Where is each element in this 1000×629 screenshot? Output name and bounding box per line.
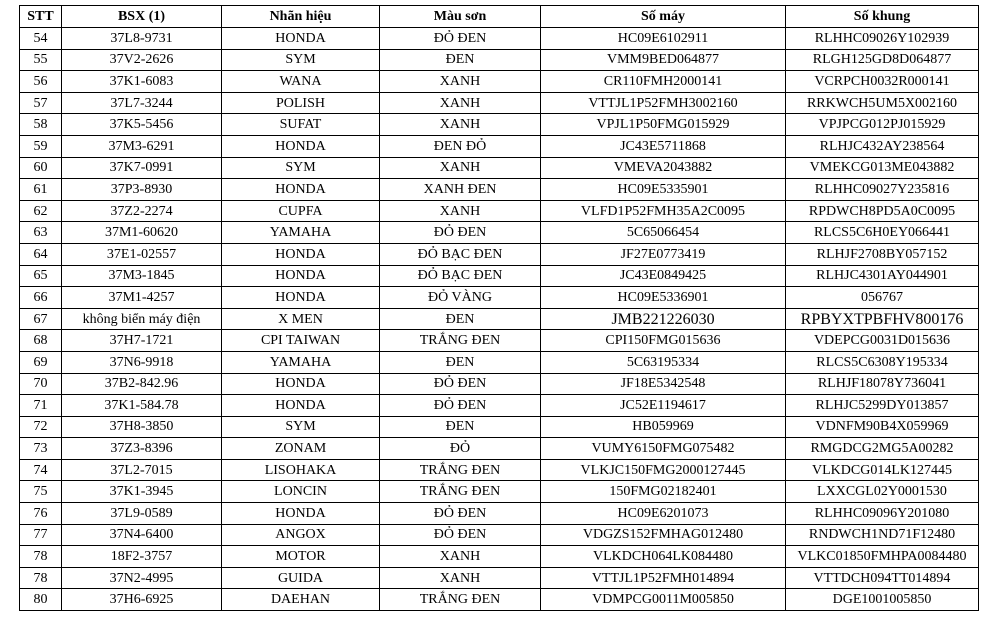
cell-engine-number: JC43E5711868 (541, 135, 786, 157)
cell-color: ĐỎ ĐEN (380, 503, 541, 525)
cell-plate: không biển máy điện (62, 308, 222, 330)
cell-plate: 37M3-1845 (62, 265, 222, 287)
cell-brand: YAMAHA (222, 222, 380, 244)
table-row (20, 351, 979, 373)
cell-frame-number: VCRPCH0032R000141 (786, 71, 979, 93)
cell-engine-number: HC09E5336901 (541, 287, 786, 309)
cell-frame-number: 056767 (786, 287, 979, 309)
header-stt: STT (20, 6, 62, 28)
cell-brand: HONDA (222, 503, 380, 525)
cell-plate: 37H8-3850 (62, 416, 222, 438)
cell-stt: 68 (20, 330, 62, 352)
cell-engine-number: CPI150FMG015636 (541, 330, 786, 352)
cell-brand: GUIDA (222, 567, 380, 589)
table-row (20, 71, 979, 93)
cell-engine-number: HB059969 (541, 416, 786, 438)
cell-engine-number: VDGZS152FMHAG012480 (541, 524, 786, 546)
cell-brand: POLISH (222, 92, 380, 114)
table-row (20, 135, 979, 157)
table-row (20, 287, 979, 309)
cell-plate: 37B2-842.96 (62, 373, 222, 395)
cell-frame-number: VMEKCG013ME043882 (786, 157, 979, 179)
cell-engine-number: CR110FMH2000141 (541, 71, 786, 93)
cell-frame-number: RLHJC432AY238564 (786, 135, 979, 157)
cell-stt: 71 (20, 395, 62, 417)
cell-plate: 37H7-1721 (62, 330, 222, 352)
cell-stt: 62 (20, 200, 62, 222)
table-row (20, 373, 979, 395)
cell-plate: 37K7-0991 (62, 157, 222, 179)
cell-frame-number: RRKWCH5UM5X002160 (786, 92, 979, 114)
cell-stt: 57 (20, 92, 62, 114)
cell-plate: 37H6-6925 (62, 589, 222, 611)
cell-brand: CUPFA (222, 200, 380, 222)
cell-plate: 37M3-6291 (62, 135, 222, 157)
cell-color: XANH (380, 157, 541, 179)
cell-brand: HONDA (222, 287, 380, 309)
cell-color: TRẮNG ĐEN (380, 481, 541, 503)
cell-engine-number: HC09E6201073 (541, 503, 786, 525)
cell-engine-number: VDMPCG0011M005850 (541, 589, 786, 611)
cell-stt: 70 (20, 373, 62, 395)
cell-plate: 18F2-3757 (62, 546, 222, 568)
cell-engine-number: VTTJL1P52FMH3002160 (541, 92, 786, 114)
header-brand: Nhãn hiệu (222, 6, 380, 28)
cell-engine-number: JC43E0849425 (541, 265, 786, 287)
cell-stt: 75 (20, 481, 62, 503)
cell-color: ĐEN (380, 308, 541, 330)
table-row (20, 503, 979, 525)
cell-frame-number: VDNFM90B4X059969 (786, 416, 979, 438)
cell-frame-number: RLHJF2708BY057152 (786, 243, 979, 265)
cell-engine-number: 5C65066454 (541, 222, 786, 244)
cell-plate: 37N4-6400 (62, 524, 222, 546)
table-row (20, 459, 979, 481)
cell-brand: SYM (222, 157, 380, 179)
cell-color: ĐỎ BẠC ĐEN (380, 265, 541, 287)
cell-plate: 37K1-584.78 (62, 395, 222, 417)
cell-stt: 73 (20, 438, 62, 460)
cell-stt: 56 (20, 71, 62, 93)
cell-color: XANH (380, 546, 541, 568)
vehicle-table (19, 5, 979, 611)
cell-engine-number: JF27E0773419 (541, 243, 786, 265)
cell-color: XANH ĐEN (380, 179, 541, 201)
cell-brand: LISOHAKA (222, 459, 380, 481)
cell-brand: HONDA (222, 135, 380, 157)
cell-brand: DAEHAN (222, 589, 380, 611)
cell-plate: 37L9-0589 (62, 503, 222, 525)
cell-frame-number: VTTDCH094TT014894 (786, 567, 979, 589)
cell-engine-number: 5C63195334 (541, 351, 786, 373)
cell-plate: 37N2-4995 (62, 567, 222, 589)
cell-engine-number: HC09E6102911 (541, 28, 786, 50)
table-row (20, 179, 979, 201)
cell-plate: 37Z3-8396 (62, 438, 222, 460)
cell-frame-number: RLHHC09096Y201080 (786, 503, 979, 525)
table-row (20, 28, 979, 50)
cell-brand: MOTOR (222, 546, 380, 568)
cell-engine-number: VPJL1P50FMG015929 (541, 114, 786, 136)
cell-plate: 37Z2-2274 (62, 200, 222, 222)
cell-frame-number: RLHJF18078Y736041 (786, 373, 979, 395)
cell-brand: WANA (222, 71, 380, 93)
cell-engine-number: VLKDCH064LK084480 (541, 546, 786, 568)
cell-frame-number: DGE1001005850 (786, 589, 979, 611)
table-row (20, 200, 979, 222)
cell-engine-number: JMB221226030 (541, 308, 786, 330)
cell-stt: 69 (20, 351, 62, 373)
cell-brand: HONDA (222, 179, 380, 201)
cell-brand: HONDA (222, 373, 380, 395)
table-row (20, 330, 979, 352)
cell-color: XANH (380, 200, 541, 222)
table-row (20, 395, 979, 417)
cell-stt: 54 (20, 28, 62, 50)
cell-color: ĐỎ (380, 438, 541, 460)
cell-color: XANH (380, 71, 541, 93)
cell-brand: HONDA (222, 243, 380, 265)
table-row (20, 416, 979, 438)
cell-color: ĐỎ ĐEN (380, 373, 541, 395)
cell-frame-number: RLCS5C6308Y195334 (786, 351, 979, 373)
cell-plate: 37M1-4257 (62, 287, 222, 309)
cell-brand: SYM (222, 416, 380, 438)
cell-stt: 58 (20, 114, 62, 136)
cell-engine-number: HC09E5335901 (541, 179, 786, 201)
header-engine-number: Số máy (541, 6, 786, 28)
cell-engine-number: VTTJL1P52FMH014894 (541, 567, 786, 589)
cell-frame-number: RMGDCG2MG5A00282 (786, 438, 979, 460)
cell-color: TRẮNG ĐEN (380, 459, 541, 481)
cell-brand: SYM (222, 49, 380, 71)
cell-stt: 80 (20, 589, 62, 611)
cell-frame-number: RLHJC4301AY044901 (786, 265, 979, 287)
cell-frame-number: RLHHC09026Y102939 (786, 28, 979, 50)
table-row (20, 92, 979, 114)
table-row (20, 567, 979, 589)
cell-stt: 55 (20, 49, 62, 71)
cell-color: ĐỎ ĐEN (380, 524, 541, 546)
table-row (20, 157, 979, 179)
cell-engine-number: VMM9BED064877 (541, 49, 786, 71)
header-color: Màu sơn (380, 6, 541, 28)
cell-color: XANH (380, 92, 541, 114)
cell-color: ĐỎ ĐEN (380, 395, 541, 417)
table-row (20, 524, 979, 546)
cell-color: ĐEN ĐỎ (380, 135, 541, 157)
cell-stt: 78 (20, 567, 62, 589)
cell-engine-number: VLKJC150FMG2000127445 (541, 459, 786, 481)
cell-engine-number: JC52E1194617 (541, 395, 786, 417)
cell-brand: HONDA (222, 28, 380, 50)
cell-color: TRẮNG ĐEN (380, 589, 541, 611)
cell-frame-number: VPJPCG012PJ015929 (786, 114, 979, 136)
cell-plate: 37E1-02557 (62, 243, 222, 265)
cell-frame-number: RLGH125GD8D064877 (786, 49, 979, 71)
cell-plate: 37V2-2626 (62, 49, 222, 71)
table-row (20, 589, 979, 611)
cell-color: XANH (380, 567, 541, 589)
cell-brand: SUFAT (222, 114, 380, 136)
cell-plate: 37L2-7015 (62, 459, 222, 481)
cell-frame-number: RPBYXTPBFHV800176 (786, 308, 979, 330)
cell-brand: YAMAHA (222, 351, 380, 373)
table-row (20, 114, 979, 136)
cell-plate: 37L8-9731 (62, 28, 222, 50)
table-row (20, 308, 979, 330)
cell-brand: ANGOX (222, 524, 380, 546)
cell-engine-number: VMEVA2043882 (541, 157, 786, 179)
cell-plate: 37L7-3244 (62, 92, 222, 114)
cell-frame-number: RLCS5C6H0EY066441 (786, 222, 979, 244)
cell-frame-number: VDEPCG0031D015636 (786, 330, 979, 352)
cell-engine-number: VLFD1P52FMH35A2C0095 (541, 200, 786, 222)
cell-frame-number: RPDWCH8PD5A0C0095 (786, 200, 979, 222)
cell-color: ĐEN (380, 49, 541, 71)
header-frame-number: Số khung (786, 6, 979, 28)
cell-brand: CPI TAIWAN (222, 330, 380, 352)
cell-brand: HONDA (222, 265, 380, 287)
cell-color: ĐỎ ĐEN (380, 222, 541, 244)
cell-color: ĐEN (380, 351, 541, 373)
cell-stt: 78 (20, 546, 62, 568)
cell-color: ĐEN (380, 416, 541, 438)
cell-engine-number: 150FMG02182401 (541, 481, 786, 503)
cell-brand: HONDA (222, 395, 380, 417)
cell-brand: LONCIN (222, 481, 380, 503)
cell-stt: 64 (20, 243, 62, 265)
cell-plate: 37M1-60620 (62, 222, 222, 244)
cell-brand: ZONAM (222, 438, 380, 460)
cell-frame-number: RNDWCH1ND71F12480 (786, 524, 979, 546)
cell-color: XANH (380, 114, 541, 136)
cell-plate: 37N6-9918 (62, 351, 222, 373)
cell-stt: 65 (20, 265, 62, 287)
table-body (20, 28, 979, 611)
table-row (20, 546, 979, 568)
cell-stt: 59 (20, 135, 62, 157)
table-row (20, 265, 979, 287)
cell-frame-number: VLKDCG014LK127445 (786, 459, 979, 481)
table-row (20, 481, 979, 503)
cell-engine-number: JF18E5342548 (541, 373, 786, 395)
cell-stt: 63 (20, 222, 62, 244)
cell-plate: 37P3-8930 (62, 179, 222, 201)
table-row (20, 243, 979, 265)
table-row (20, 49, 979, 71)
cell-frame-number: RLHJC5299DY013857 (786, 395, 979, 417)
header-plate: BSX (1) (62, 6, 222, 28)
cell-stt: 76 (20, 503, 62, 525)
cell-color: ĐỎ BẠC ĐEN (380, 243, 541, 265)
cell-engine-number: VUMY6150FMG075482 (541, 438, 786, 460)
table-row (20, 222, 979, 244)
cell-stt: 61 (20, 179, 62, 201)
cell-color: ĐỎ VÀNG (380, 287, 541, 309)
cell-stt: 72 (20, 416, 62, 438)
cell-stt: 60 (20, 157, 62, 179)
cell-plate: 37K5-5456 (62, 114, 222, 136)
cell-stt: 74 (20, 459, 62, 481)
header-row (20, 6, 979, 28)
cell-brand: X MEN (222, 308, 380, 330)
cell-plate: 37K1-3945 (62, 481, 222, 503)
cell-frame-number: LXXCGL02Y0001530 (786, 481, 979, 503)
cell-stt: 77 (20, 524, 62, 546)
cell-color: TRẮNG ĐEN (380, 330, 541, 352)
cell-plate: 37K1-6083 (62, 71, 222, 93)
cell-stt: 66 (20, 287, 62, 309)
cell-stt: 67 (20, 308, 62, 330)
cell-frame-number: VLKC01850FMHPA0084480 (786, 546, 979, 568)
table-row (20, 438, 979, 460)
cell-color: ĐỎ ĐEN (380, 28, 541, 50)
cell-frame-number: RLHHC09027Y235816 (786, 179, 979, 201)
